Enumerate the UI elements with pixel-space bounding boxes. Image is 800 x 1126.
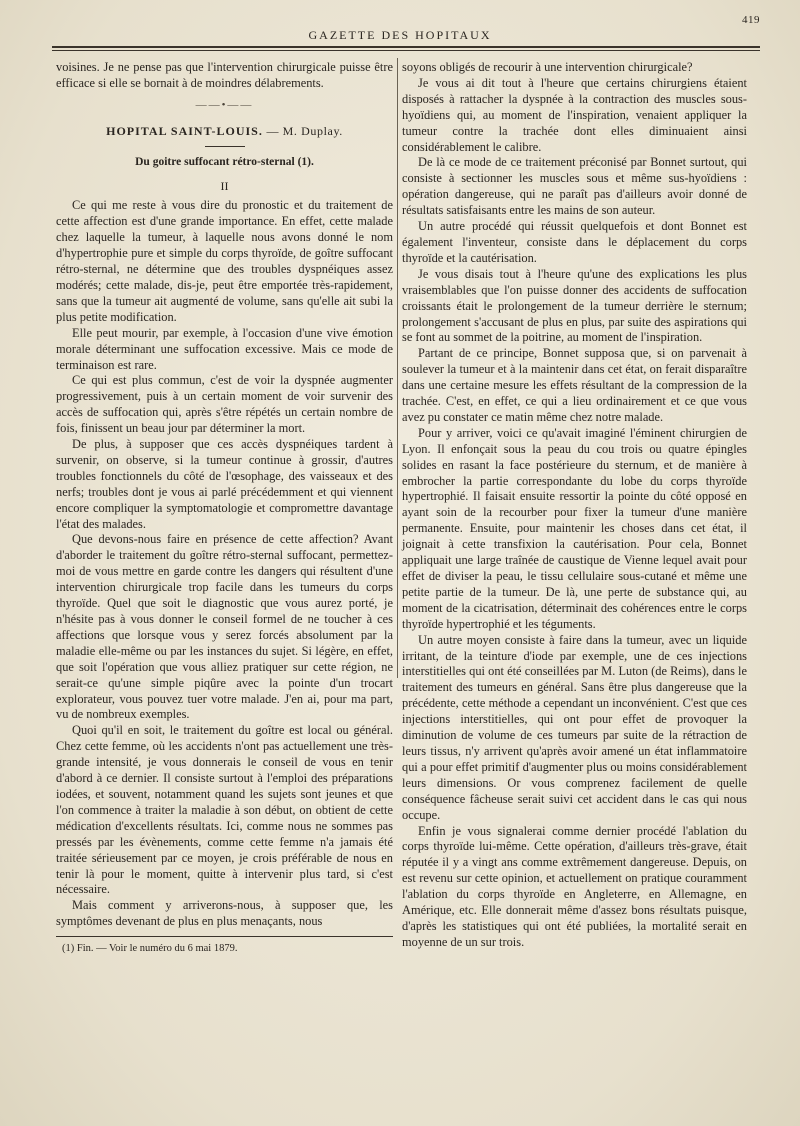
paragraph: Que devons-nous faire en présence de cette affection? Avant d'aborder le traitement du goître rétro-sternal suffocant, permettez-moi de vous mettre en garde contre les dangers qui résultent d'une intervention chirurgicale trop facile dans les tumeurs du corps thyroïde. Quel que soit le diagnostic que vous aurez porté, je n'hésite pas à vous donner le conseil formel de ne toucher à ces affections que lorsque vous y serez forcés absolument par la maladie elle-même ou par les instances du sujet. Si légère, en effet, que soit l'opération que vous alliez pratiquer sur cette région, ne serait-ce qu'une simple piqûre avec la pointe d'un trocart explorateur, vous pouvez tuer votre malade. J'en ai, pour ma part, vu de nombreux exemples.: [56, 532, 393, 722]
section-ornament: ——•——: [195, 98, 254, 111]
header-rule: [52, 46, 760, 48]
author-name: — M. Duplay.: [266, 123, 343, 138]
page-number: 419: [742, 14, 760, 26]
paragraph: Partant de ce principe, Bonnet supposa que, si on parvenait à soulever la tumeur et à la maintenir dans cet état, on ferait disparaître dans une certaine mesure les effets résultant de la compression de la trachée. C'est, en effet, ce qui a lieu ordinairement et ce que vous avez pu constater ce matin même chez notre malade.: [402, 346, 747, 424]
paragraph: Pour y arriver, voici ce qu'avait imaginé l'éminent chirurgien de Lyon. Il enfonçait sous la peau du cou trois ou quatre épingles solides en rasant la face postérieure du sternum, et de manière à embrocher la partie correspondante du lobe du corps thyroïde hypertrophié. Il faisait ensuite ressortir la pointe du côté opposé en ayant soin de la recourber pour fixer la tumeur d'une manière permanente. Ensuite, pour maintenir les choses dans cet état, il joignait à cette transfixion la cautérisation. Pour cela, Bonnet appliquait une large traînée de caustique de Vienne lequel avait pour effet de diviser la peau, le tissu cellulaire sous-cutané et même une petite partie de la tumeur. De là, une perte de substance qui, au moment de la cicatrisation, déterminait des cohérences entre le corps thyroïde hypertrophié et les téguments.: [402, 425, 747, 631]
paragraph: Ce qui est plus commun, c'est de voir la dyspnée augmenter progressivement, puis à un certain moment de voir survenir des accès de suffocation qui, après s'être répétés un certain nombre de fois, finissent un beau jour par déterminer la mort.: [56, 373, 393, 436]
paragraph: Je vous ai dit tout à l'heure que certains chirurgiens étaient disposés à rattacher la dyspnée à la contraction des muscles sous-hyoïdiens qui, au moment de l'inspiration, venaient appliquer la tumeur contre la trachée dont elles diminuaient ainsi considérablement le calibre.: [402, 75, 747, 154]
right-column: [402, 60, 747, 951]
paragraph: Ce qui me reste à vous dire du pronostic et du traitement de cette affection est d'une grande importance. En effet, cette malade chez laquelle la tumeur, à laquelle nous avons donné le nom d'hypertrophie pure et simple du corps thyroïde, de goître suffocant rétro-sternal, ne détermine que des troubles dyspnéiques assez modérés; cette malade, dis-je, peut être emportée très-rapidement, sans que la tumeur ait augmenté de volume, sans qu'elle ait subi la plus petite modification.: [56, 198, 393, 324]
footnote: (1) Fin. — Voir le numéro du 6 mai 1879.: [62, 943, 238, 955]
paragraph: Enfin je vous signalerai comme dernier procédé l'ablation du corps thyroïde lui-même. Cette opération, d'ailleurs très-grave, était réputée il y a vingt ans comme extrêmement dangereuse. Depuis, on est revenu sur cette opinion, et actuellement on pratique couramment l'ablation du corps thyroïde en Angleterre, en Allemagne, en Amérique, etc. Elle donnerait même d'assez bons résultats puisque, d'après les statistiques qui ont été publiées, la mortalité serait en moyenne de un sur trois.: [402, 823, 747, 949]
section-heading: [56, 124, 393, 140]
part-number: II: [220, 178, 229, 193]
paragraph: Quoi qu'il en soit, le traitement du goître est local ou général. Chez cette femme, où les accidents n'ont pas actuellement une très-grande intensité, je vous donnerais le conseil de vous en tenir d'abord à ce dernier. Il consiste surtout à l'emploi des préparations iodées, et souvent, notamment quand les sujets sont jeunes et que l'on commence à traiter la maladie à son début, on obtient de cette médication d'excellents résultats. Ici, comme nous ne sommes pas pressés par les évènements, comme cette femme n'a jamais été traitée sérieusement par ce moyen, je crois préférable de nous en tenir là pour le moment, quitte à intervenir plus tard, si c'est nécessaire.: [56, 723, 393, 897]
paragraph: De là ce mode de ce traitement préconisé par Bonnet surtout, qui consiste à sectionner les muscles sous et même sus-hyoïdiens : opération dangereuse, qui ne paraît pas d'ailleurs avoir donné de résultats satisfaisants entre les mains de son auteur.: [402, 155, 747, 218]
paragraph: Elle peut mourir, par exemple, à l'occasion d'une vive émotion morale déterminant une suffocation excessive. Mais ce mode de terminaison est rare.: [56, 325, 393, 372]
paragraph: soyons obligés de recourir à une intervention chirurgicale?: [402, 60, 693, 74]
journal-title: GAZETTE DES HOPITAUX: [308, 28, 492, 42]
paragraph: Je vous disais tout à l'heure qu'une des explications les plus vraisemblables que l'on puisse donner des accidents de suffocation croissants était le prolongement de la tumeur derrière le sternum; prolongement s'accusant de plus en plus, par suite des aspirations qui se font au sommet de la poitrine, au moment de l'inspiration.: [402, 266, 747, 345]
paragraph: De plus, à supposer que ces accès dyspnéiques tardent à survenir, on observe, si la tumeur continue à grossir, d'autres troubles fonctionnels du côté de l'œsophage, des vaisseaux et des nerfs; troubles dont je vous ai parlé précédemment et qui viennent encore compliquer la symptomatologie et compromettre davantage l'état des malades.: [56, 437, 393, 531]
opening-paragraph: voisines. Je ne pense pas que l'intervention chirurgicale puisse être efficace si elle se bornait à de moindres délabrements.: [56, 60, 393, 90]
footnote-rule: [56, 936, 393, 937]
header-rule-thin: [52, 50, 760, 51]
column-divider: [397, 58, 398, 678]
paragraph: Mais comment y arriverons-nous, à supposer que, les symptômes devenant de plus en plus menaçants, nous: [56, 898, 393, 929]
left-column: [56, 60, 393, 957]
paragraph: Un autre moyen consiste à faire dans la tumeur, avec un liquide irritant, de la teinture d'iode par exemple, une de ces injections interstitielles qui ont été conseillées par M. Luton (de Reims), dans le traitement des tumeurs en général. Sans être plus dangereuse que la précédente, cette méthode a cependant un inconvénient. C'est que ces injections interstitielles, qui ont pour effet de provoquer la diminution de volume de ces tumeurs par suite de la rétraction de leurs tissus, n'y arrivent qu'après avoir amené un état inflammatoire qui a pour effet primitif d'augmenter plus ou moins considérablement leurs dimensions. Or vous comprenez facilement de quelle conséquence fâcheuse serait suivi cet accident dans le cas qui nous occupe.: [402, 632, 747, 822]
paragraph: Un autre procédé qui réussit quelquefois et dont Bonnet est également l'inventeur, consiste dans le déplacement du corps thyroïde et la cautérisation.: [402, 219, 747, 265]
hospital-name: HOPITAL SAINT-LOUIS.: [106, 123, 263, 138]
short-divider: [205, 146, 245, 147]
article-title: Du goitre suffocant rétro-sternal (1).: [135, 155, 314, 168]
